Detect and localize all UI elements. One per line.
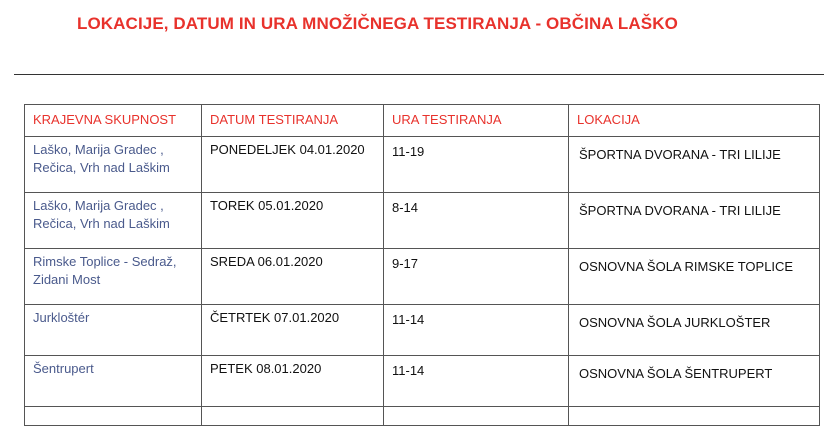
- header-community: KRAJEVNA SKUPNOST: [25, 105, 202, 137]
- cell-empty: [384, 407, 569, 426]
- cell-community: Laško, Marija Gradec , Rečica, Vrh nad Laškim: [25, 137, 202, 193]
- table-row: [25, 249, 820, 305]
- cell-community: Laško, Marija Gradec , Rečica, Vrh nad Laškim: [25, 193, 202, 249]
- testing-schedule-table: [24, 104, 820, 426]
- cell-community: Šentrupert: [25, 356, 202, 407]
- table-row-empty: [25, 407, 820, 426]
- cell-date: PETEK 08.01.2020: [202, 356, 384, 407]
- cell-location: OSNOVNA ŠOLA JURKLOŠTER: [569, 305, 820, 356]
- cell-time: 8-14: [384, 193, 569, 249]
- cell-time: 11-14: [384, 305, 569, 356]
- header-date: DATUM TESTIRANJA: [202, 105, 384, 137]
- cell-date: PONEDELJEK 04.01.2020: [202, 137, 384, 193]
- table-row: [25, 305, 820, 356]
- cell-location: ŠPORTNA DVORANA - TRI LILIJE: [569, 137, 820, 193]
- page-title: LOKACIJE, DATUM IN URA MNOŽIČNEGA TESTIRANJA - OBČINA LAŠKO: [77, 14, 678, 33]
- header-location: LOKACIJA: [569, 105, 820, 137]
- cell-empty: [569, 407, 820, 426]
- cell-location: ŠPORTNA DVORANA - TRI LILIJE: [569, 193, 820, 249]
- cell-community: Rimske Toplice - Sedraž, Zidani Most: [25, 249, 202, 305]
- cell-date: ČETRTEK 07.01.2020: [202, 305, 384, 356]
- cell-community: Jurkloštér: [25, 305, 202, 356]
- cell-empty: [202, 407, 384, 426]
- table-header-row: [25, 105, 820, 137]
- table-row: [25, 356, 820, 407]
- cell-date: SREDA 06.01.2020: [202, 249, 384, 305]
- cell-time: 11-19: [384, 137, 569, 193]
- cell-empty: [25, 407, 202, 426]
- table-row: [25, 193, 820, 249]
- table-row: [25, 137, 820, 193]
- horizontal-divider: [14, 74, 824, 75]
- cell-time: 9-17: [384, 249, 569, 305]
- header-time: URA TESTIRANJA: [384, 105, 569, 137]
- cell-location: OSNOVNA ŠOLA ŠENTRUPERT: [569, 356, 820, 407]
- cell-time: 11-14: [384, 356, 569, 407]
- cell-location: OSNOVNA ŠOLA RIMSKE TOPLICE: [569, 249, 820, 305]
- cell-date: TOREK 05.01.2020: [202, 193, 384, 249]
